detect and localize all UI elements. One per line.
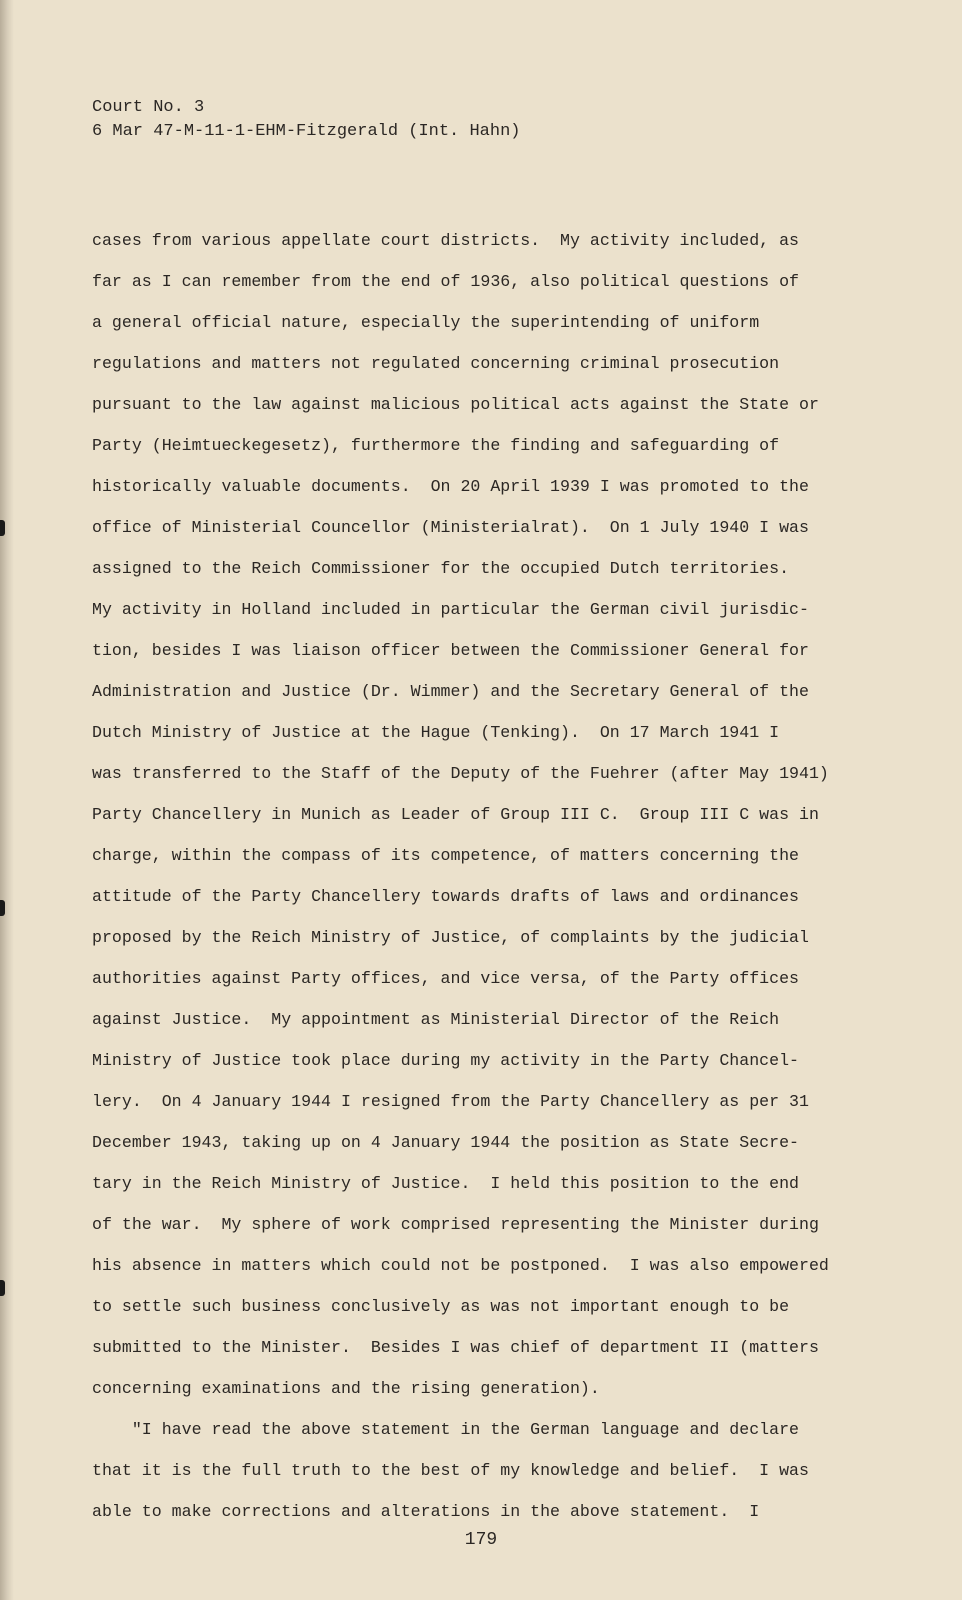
text-line: historically valuable documents. On 20 April 1939 I was promoted to the (92, 477, 809, 496)
case-reference-line: 6 Mar 47-M-11-1-EHM-Fitzgerald (Int. Hahn) (92, 122, 521, 141)
text-line: against Justice. My appointment as Ministerial Director of the Reich (92, 1010, 780, 1029)
text-line: "I have read the above statement in the German language and declare (92, 1420, 800, 1439)
text-line: Dutch Ministry of Justice at the Hague (Tenking). On 17 March 1941 I (92, 723, 780, 742)
text-line: concerning examinations and the rising generation). (92, 1379, 600, 1398)
text-line: lery. On 4 January 1944 I resigned from the Party Chancellery as per 31 (92, 1092, 809, 1111)
text-line: a general official nature, especially the superintending of uniform (92, 313, 760, 332)
text-line: charge, within the compass of its competence, of matters concerning the (92, 846, 800, 865)
text-line: tion, besides I was liaison officer between the Commissioner General for (92, 641, 809, 660)
text-line: December 1943, taking up on 4 January 1944 the position as State Secre- (92, 1133, 800, 1152)
text-line: cases from various appellate court districts. My activity included, as (92, 231, 800, 250)
text-line: My activity in Holland included in particular the German civil jurisdic- (92, 600, 809, 619)
binding-hole (0, 520, 5, 536)
page-number: 179 (464, 1530, 498, 1550)
court-number-line: Court No. 3 (92, 98, 205, 117)
text-line: tary in the Reich Ministry of Justice. I held this position to the end (92, 1174, 800, 1193)
text-line: office of Ministerial Councellor (Ministerialrat). On 1 July 1940 I was (92, 518, 809, 537)
text-line: authorities against Party offices, and vice versa, of the Party offices (92, 969, 800, 988)
text-line: Administration and Justice (Dr. Wimmer) and the Secretary General of the (92, 682, 809, 701)
text-line: attitude of the Party Chancellery towards drafts of laws and ordinances (92, 887, 800, 906)
text-line: able to make corrections and alterations in the above statement. I (92, 1502, 760, 1521)
text-line: Party Chancellery in Munich as Leader of Group III C. Group III C was in (92, 805, 819, 824)
text-line: his absence in matters which could not be postponed. I was also empowered (92, 1256, 829, 1275)
text-line: was transferred to the Staff of the Deputy of the Fuehrer (after May 1941) (92, 764, 829, 783)
text-line: assigned to the Reich Commissioner for the occupied Dutch territories. (92, 559, 790, 578)
text-line: Party (Heimtueckegesetz), furthermore the finding and safeguarding of (92, 436, 780, 455)
text-line: that it is the full truth to the best of my knowledge and belief. I was (92, 1461, 809, 1480)
text-line: far as I can remember from the end of 1936, also political questions of (92, 272, 800, 291)
binding-hole (0, 1280, 5, 1296)
statement-body (92, 220, 872, 1532)
text-line: regulations and matters not regulated concerning criminal prosecution (92, 354, 780, 373)
text-line: proposed by the Reich Ministry of Justice, of complaints by the judicial (92, 928, 809, 947)
binding-edge (0, 0, 14, 1600)
text-line: pursuant to the law against malicious political acts against the State or (92, 395, 819, 414)
text-line: Ministry of Justice took place during my activity in the Party Chancel- (92, 1051, 800, 1070)
text-line: to settle such business conclusively as was not important enough to be (92, 1297, 790, 1316)
text-line: of the war. My sphere of work comprised representing the Minister during (92, 1215, 819, 1234)
binding-hole (0, 900, 5, 916)
text-line: submitted to the Minister. Besides I was chief of department II (matters (92, 1338, 819, 1357)
